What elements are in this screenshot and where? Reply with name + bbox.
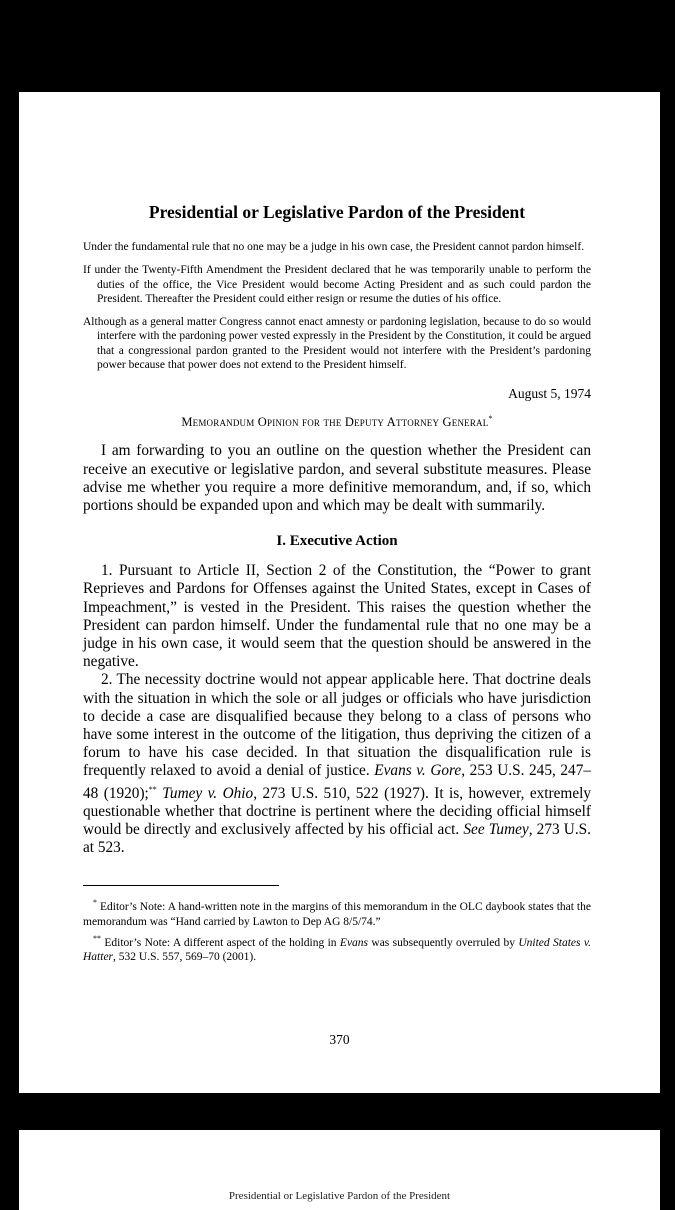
paragraph-2-part2: , 253 U.S. 245, 247–48 (1920); [83,762,591,802]
next-page [19,1130,660,1210]
case-citation-tumey: Tumey v. Ohio [156,784,254,802]
next-page-running-head: Presidential or Legislative Pardon of the President [228,1190,451,1202]
footnote-2-text3: , 532 U.S. 557, 569–70 (2001). [113,951,257,964]
section-heading: I. Executive Action [276,533,398,550]
footnote-2-text1: Editor’s Note: A different aspect of the holding in [101,936,340,949]
paragraph-2 [83,671,591,857]
footnote-1 [83,896,591,928]
footnote-1-marker: * [93,898,97,908]
paragraph-2-part4: , 273 U.S. at 523. [83,821,591,857]
headnote-2: If under the Twenty-Fifth Amendment the President declared that he was temporarily unable to perform the duties of the office, the Vice President would become Acting President and as such could pardon the President. Thereafter the President could either resign or resume the duties of his office. [83,264,591,305]
intro-paragraph: I am forwarding to you an outline on the question whether the President can receive an executive or legislative pardon, and several substitute measures. Please advise me whether you require a more definitive memorandum, and, if so, which portions should be expanded upon and which may be dealt with summarily. [83,442,591,514]
memo-heading-text: Memorandum Opinion for the Deputy Attorney General [181,415,489,430]
footnote-divider [83,885,279,886]
see-tumey-citation: See Tumey [463,821,529,839]
page-number: 370 [329,1032,350,1047]
paragraph-2-part3: , 273 U.S. 510, 522 (1927). It is, however, extremely questionable whether that doctrine is pertinent where the deciding official himself would be directly and exclusively affected by his official act. [83,784,592,839]
paragraph-2-part1: 2. The necessity doctrine would not appear applicable here. That doctrine deals with the situation in which the sole or all judges or officials who have jurisdiction to decide a case are disqualified because they belong to a class of persons who have some interest in the outcome of the litigation, thus depriving the citizen of a forum to have his case decided. In that situation the disqualification rule is frequently relaxed to avoid a denial of justice. [83,671,591,780]
case-citation-evans: Evans v. Gore [374,762,462,780]
footnote-2 [83,932,591,964]
page-content [83,202,591,967]
memo-date: August 5, 1974 [508,386,591,402]
footnote-2-italic-evans: Evans [339,936,369,949]
memo-heading [83,414,591,430]
footnote-marker-2: ** [148,784,157,794]
headnote-3: Although as a general matter Congress cannot enact amnesty or pardoning legislation, because to do so would interfere with the pardoning power vested expressly in the President by the Constitution, it could be argued that a congressional pardon granted to the President would not interfere with the President’s pardoning power because that power does not extend to the President himself. [83,316,591,372]
footnote-2-text2: was subsequently overruled by [368,936,519,949]
footnote-marker-1: * [488,413,493,423]
paragraph-1: 1. Pursuant to Article II, Section 2 of the Constitution, the “Power to grant Reprieves and Pardons for Offenses against the United States, except in Cases of Impeachment,” is vested in the President. This raises the question whether the President can pardon himself. Under the fundamental rule that no one may be a judge in his own case, it would seem that the question should be answered in the negative. [83,562,591,671]
document-title: Presidential or Legislative Pardon of the President [148,202,526,222]
footnote-2-marker: ** [93,933,101,943]
footnote-1-text: Editor’s Note: A hand-written note in the margins of this memorandum in the OLC daybook states that the memorandum was “Hand carried by Lawton to Dep AG 8/5/74.” [83,901,591,928]
headnote-1: Under the fundamental rule that no one may be a judge in his own case, the President cannot pardon himself. [83,241,585,253]
footnote-2-italic-hatter: United States v. Hatter [83,936,591,964]
document-page [19,92,660,1093]
